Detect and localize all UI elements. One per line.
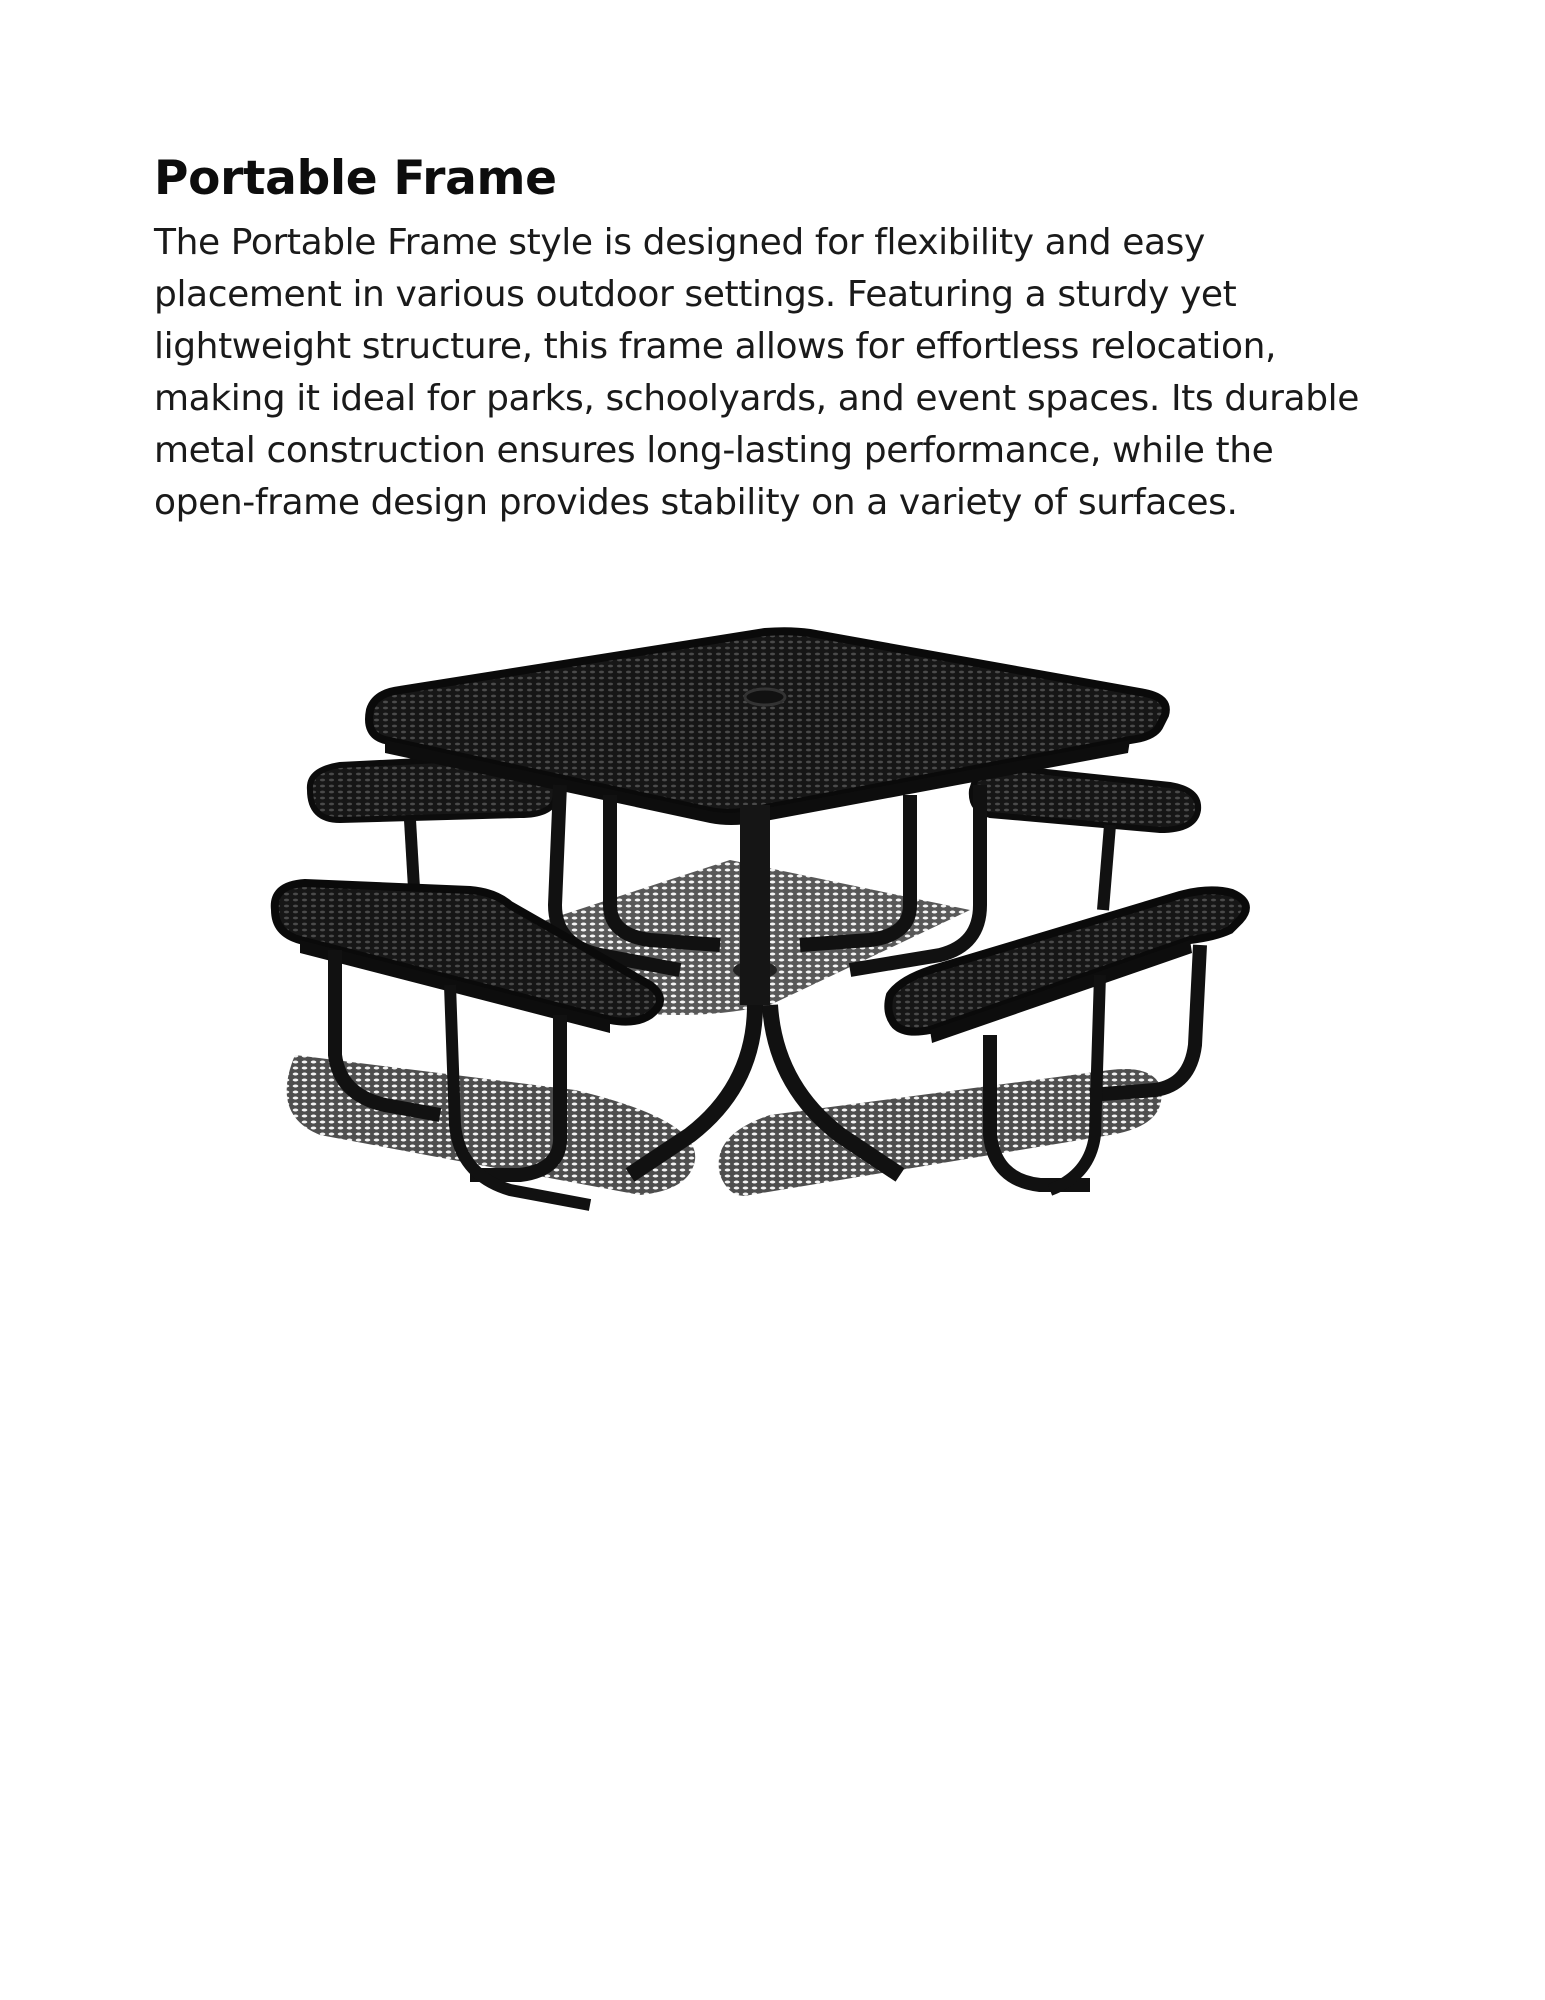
description-paragraph: The Portable Frame style is designed for flexibility and easy placement in various outdoor settings. Featuring a sturdy yet lightweight structure, this frame allows for effortless relocation, making it ideal for parks, schoolyards, and event spaces. Its durable metal construction ensures long-lasting performance, while the open-frame design provides stability on a variety of surfaces. [154,222,1360,523]
page-title: Portable Frame [154,151,557,206]
back-right-bench [972,765,1198,910]
picnic-table-image [210,615,1340,1255]
